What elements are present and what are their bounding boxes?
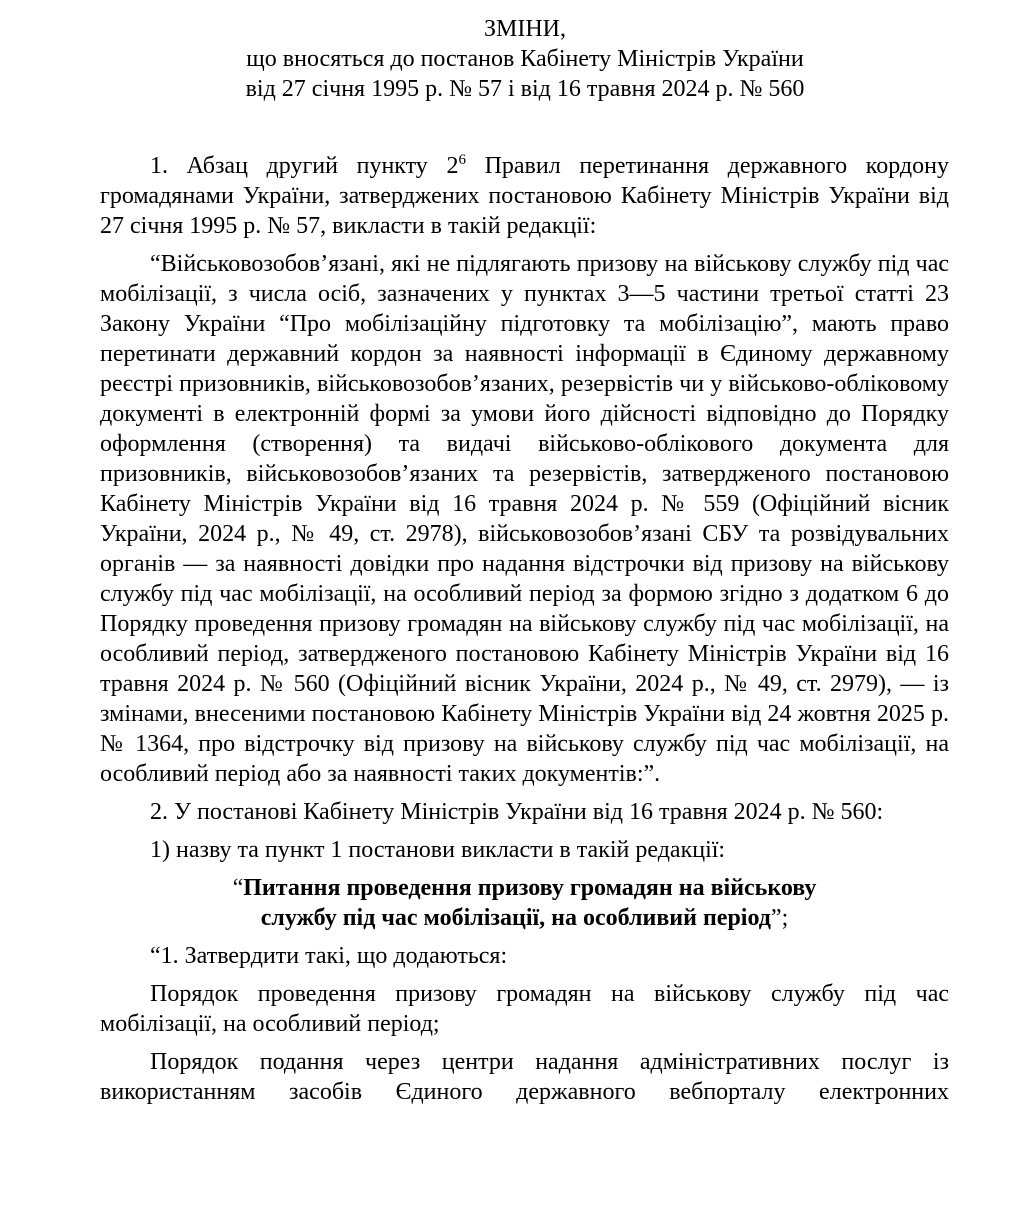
document-body <box>100 151 949 1107</box>
superscript: 6 <box>458 152 466 168</box>
paragraph-subitem-1: 1) назву та пункт 1 постанови викласти в такій редакції: <box>150 837 726 863</box>
quoted-title-line2: службу під час мобілізації, на особливий період <box>260 905 771 931</box>
paragraph-item-2: 2. У постанові Кабінету Міністрів України від 16 травня 2024 р. № 560: <box>150 799 884 825</box>
quoted-title <box>100 873 949 933</box>
paragraph-item-1 <box>100 151 949 241</box>
paragraph-procedure-2: Порядок подання через центри надання адміністративних послуг із використанням засобів Єдиного державного вебпорталу електронних <box>100 1049 949 1105</box>
header-subtitle-line1: що вносяться до постанов Кабінету Міністрів України <box>246 46 804 72</box>
quoted-title-close-mark: ”; <box>770 905 789 931</box>
header-title: ЗМІНИ, <box>483 16 567 42</box>
paragraph-approve: “1. Затвердити такі, що додаються: <box>150 943 508 969</box>
paragraph-item-1-start: 1. Абзац другий пункту 2 <box>150 153 459 179</box>
paragraph-procedure-1: Порядок проведення призову громадян на військову службу під час мобілізації, на особливий період; <box>100 981 949 1037</box>
paragraph-item-1-end: Правил перетинання державного кордону громадянами України, затверджених постановою Кабінету Міністрів України від 27 січня 1995 р. № 57, викласти в такій редакції: <box>100 153 949 239</box>
header-subtitle-line2: від 27 січня 1995 р. № 57 і від 16 травня 2024 р. № 560 <box>245 76 805 102</box>
quoted-title-open-mark: “ <box>232 875 244 901</box>
quoted-title-line1: Питання проведення призову громадян на військову <box>243 875 817 901</box>
quoted-paragraph: “Військовозобов’язані, які не підлягають призову на військову службу під час мобілізації, з числа осіб, зазначених у пунктах 3—5 частини третьої статті 23 Закону України “Про мобілізаційну підготовку та мобілізацію”, мають право перетинати державний кордон за наявності інформації в Єдиному державному реєстрі призовників, військовозобов’язаних, резервістів чи у військово-обліковому документі в електронній формі за умови його дійсності відповідно до Порядку оформлення (створення) та видачі військово-облікового документа для призовників, військовозобов’язаних та резервістів, затвердженого постановою Кабінету Міністрів України від 16 травня 2024 р. № 559 (Офіційний вісник України, 2024 р., № 49, ст. 2978), військовозобов’язані СБУ та розвідувальних органів — за наявності довідки про надання відстрочки від призову на військову службу під час мобілізації, на особливий період за формою згідно з додатком 6 до Порядку проведення призову громадян на військову службу під час мобілізації, на особливий період, затвердженого постановою Кабінету Міністрів України від 16 травня 2024 р. № 560 (Офіційний вісник України, 2024 р., № 49, ст. 2979), — із змінами, внесеними постановою Кабінету Міністрів України від 24 жовтня 2025 р. № 1364, про відстрочку від призову на військову службу під час мобілізації, на особливий період або за наявності таких документів:”. <box>100 251 949 787</box>
document-header <box>100 14 950 104</box>
